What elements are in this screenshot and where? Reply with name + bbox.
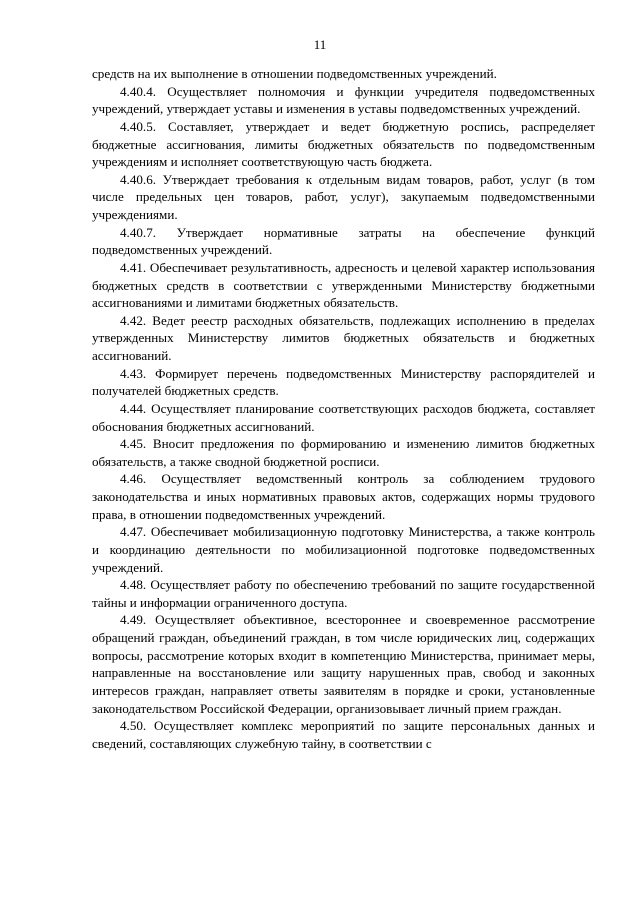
paragraph-4-40-5: 4.40.5. Составляет, утверждает и ведет бюджетную роспись, распределяет бюджетные ассигнования, лимиты бюджетных обязательств по подведомственным учреждениям и исполняет соответствующую часть бюджета. [92,118,595,170]
paragraph-4-50: 4.50. Осуществляет комплекс мероприятий по защите персональных данных и сведений, составляющих служебную тайну, в соответствии с [92,718,595,751]
paragraph-4-40-7: 4.40.7. Утверждает нормативные затраты на обеспечение функций подведомственных учреждений. [92,224,595,258]
paragraph-4-43: 4.43. Формирует перечень подведомственных Министерству распорядителей и получателей бюджетных средств. [92,365,595,399]
paragraph-4-41: 4.41. Обеспечивает результативность, адресность и целевой характер использования бюджетных средств в соответствии с утвержденными Министерству бюджетными ассигнованиями и лимитами бюджетных обязательств. [92,259,595,311]
paragraph-4-46: 4.46. Осуществляет ведомственный контроль за соблюдением трудового законодательства и иных нормативных правовых актов, содержащих нормы трудового права, в отношении подведомственных учреждений. [92,471,595,522]
paragraph-4-40-6: 4.40.6. Утверждает требования к отдельным видам товаров, работ, услуг (в том числе предельных цен товаров, работ, услуг), закупаемым подведомственными учреждениями. [92,171,595,222]
paragraph-4-45: 4.45. Вносит предложения по формированию и изменению лимитов бюджетных обязательств, а также сводной бюджетной росписи. [92,436,595,469]
paragraph-4-40-4: 4.40.4. Осуществляет полномочия и функции учредителя подведомственных учреждений, утверждает уставы и изменения в уставы подведомственных учреждений. [92,83,595,117]
paragraph-4-48: 4.48. Осуществляет работу по обеспечению требований по защите государственной тайны и информации ограниченного доступа. [92,577,595,610]
page-number: 11 [313,37,327,52]
document-body [92,65,595,752]
paragraph-4-47: 4.47. Обеспечивает мобилизационную подготовку Министерства, а также контроль и координацию деятельности по мобилизационной подготовке подведомственных учреждений. [92,524,595,575]
paragraph-4-42: 4.42. Ведет реестр расходных обязательств, подлежащих исполнению в пределах утвержденных Министерству лимитов бюджетных обязательств и бюджетных ассигнований. [92,312,595,363]
paragraph-4-49: 4.49. Осуществляет объективное, всестороннее и своевременное рассмотрение обращений граждан, объединений граждан, в том числе юридических лиц, содержащих вопросы, рассмотрение которых входит в компетенцию Министерства, принимает меры, направленные на восстановление или защиту нарушенных прав, свобод и законных интересов граждан, направляет ответы заявителям в порядке и сроки, установленные законодательством Российской Федерации, организовывает личный прием граждан. [92,612,595,716]
paragraph-4-44: 4.44. Осуществляет планирование соответствующих расходов бюджета, составляет обоснования бюджетных ассигнований. [92,400,595,434]
paragraph-continuation: средств на их выполнение в отношении подведомственных учреждений. [92,66,497,81]
